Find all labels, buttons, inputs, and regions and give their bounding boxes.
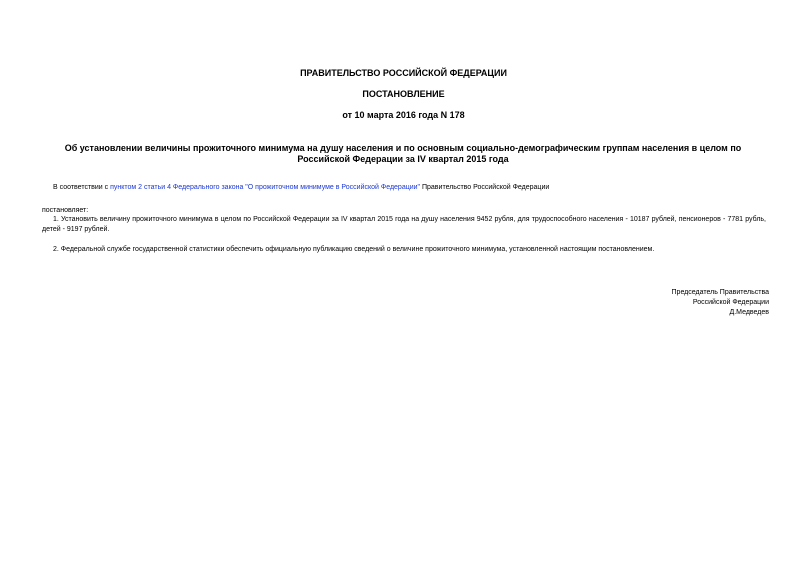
document-title: Об установлении величины прожиточного минимума на душу населения и по основным социально-демографическим группам населения в целом по Российской Федерации за IV квартал 2015 года — [64, 143, 742, 164]
federal-law-link[interactable]: пунктом 2 статьи 4 Федерального закона "О прожиточном минимуме в Российской Федерации" — [110, 184, 421, 191]
signature-block — [672, 288, 769, 318]
basis-paragraph — [42, 183, 766, 193]
basis-suffix: Правительство Российской Федерации — [420, 184, 550, 191]
signature-position-line2: Российской Федерации — [692, 299, 769, 306]
government-heading: ПРАВИТЕЛЬСТВО РОССИЙСКОЙ ФЕДЕРАЦИИ — [300, 68, 507, 78]
document-type-heading: ПОСТАНОВЛЕНИЕ — [362, 89, 445, 99]
signature-position-line1: Председатель Правительства — [671, 289, 769, 296]
signature-name: Д.Медведев — [729, 309, 769, 316]
resolves-text: постановляет: — [42, 207, 89, 214]
document-date-number: от 10 марта 2016 года N 178 — [342, 110, 465, 120]
resolution-item-1: 1. Установить величину прожиточного минимума в целом по Российской Федерации за IV квартал 2015 года на душу населения 9452 рубля, для трудоспособного населения - 10187 рублей, пенсионеров - 7781 рубль, детей - 9197 рублей. — [42, 216, 766, 233]
basis-prefix: В соответствии с — [53, 184, 111, 191]
resolution-item-2: 2. Федеральной службе государственной статистики обеспечить официальную публикацию сведений о величине прожиточного минимума, установленной настоящим постановлением. — [53, 246, 655, 253]
